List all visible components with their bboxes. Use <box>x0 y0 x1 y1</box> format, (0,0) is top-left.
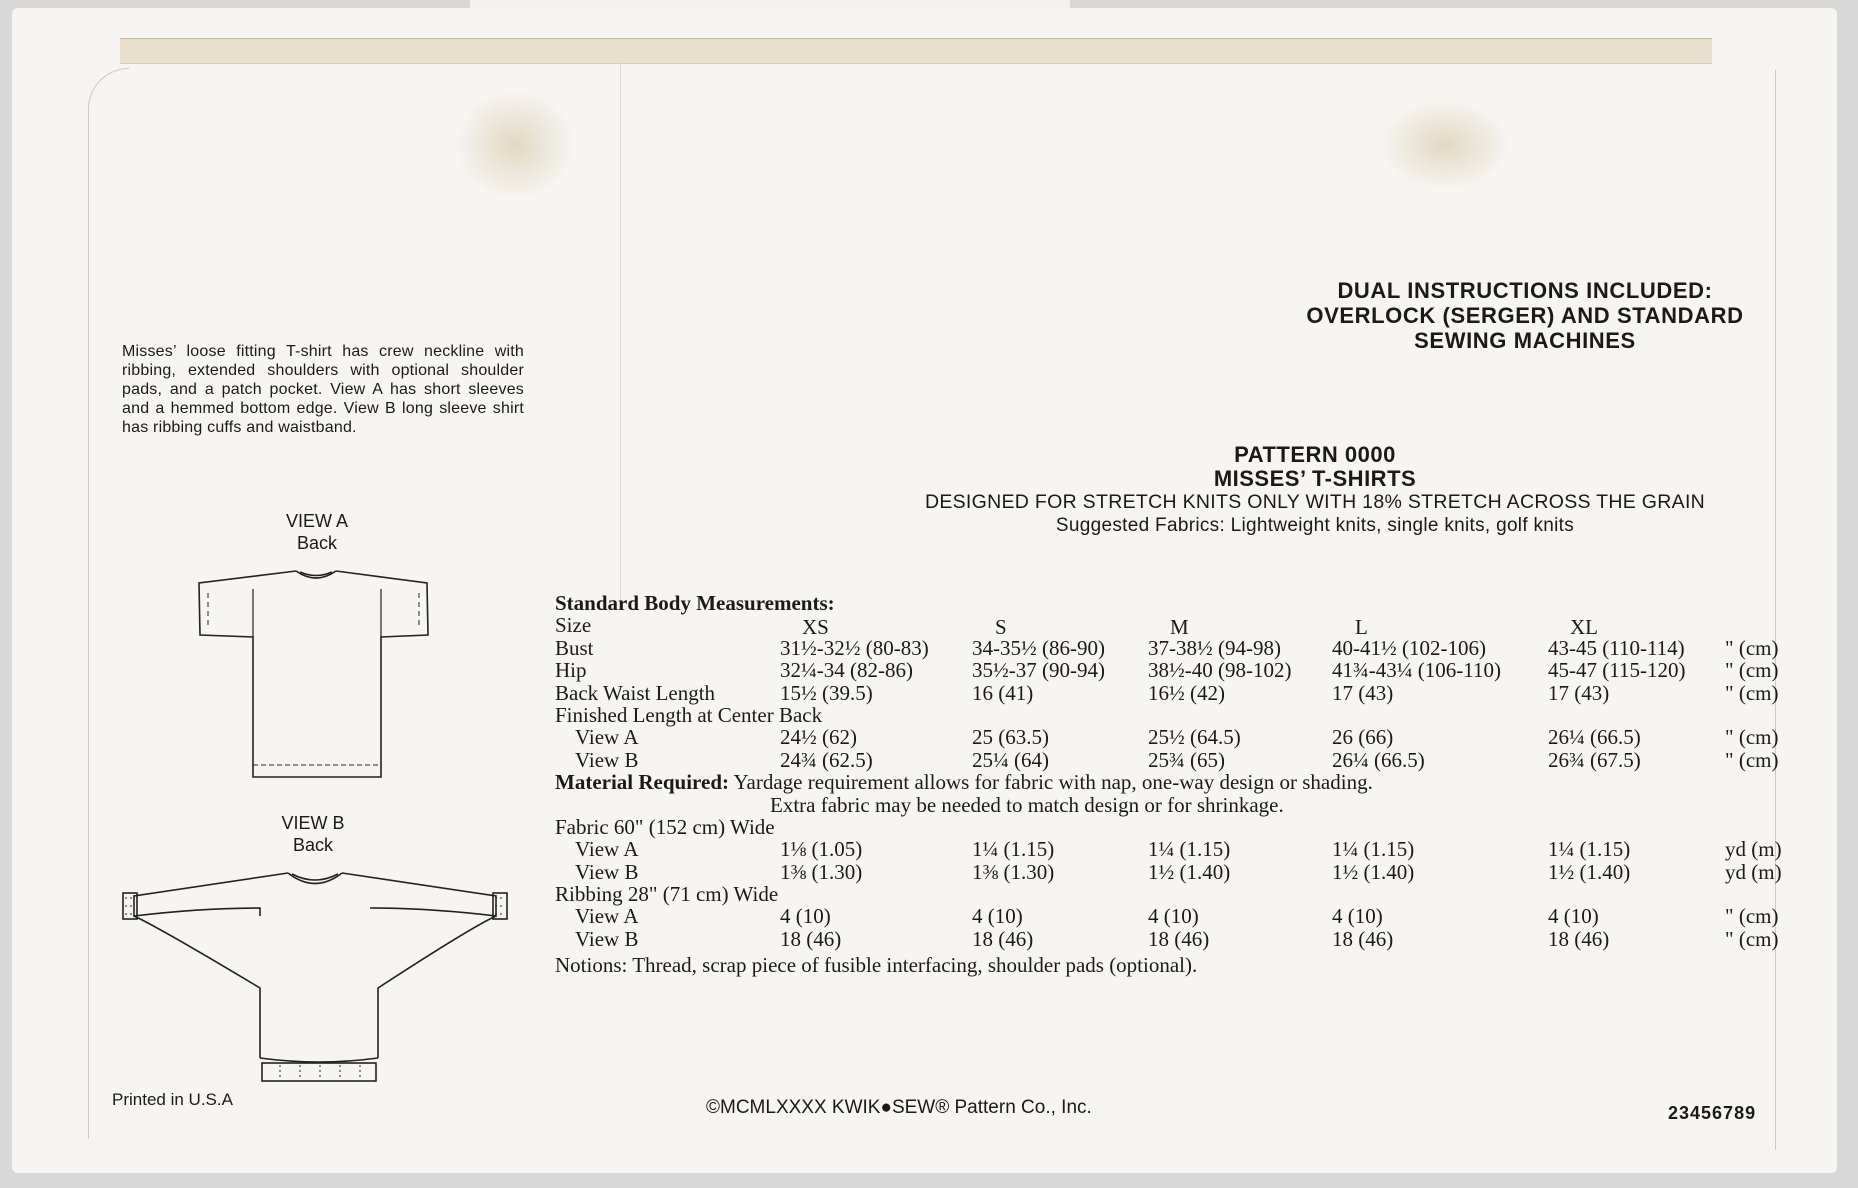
unit-label: " (cm) <box>1725 747 1779 772</box>
cell-value: 34-35½ (86-90) <box>972 635 1105 660</box>
material-label: Material Required: <box>555 770 729 795</box>
view-a-shirt-drawing <box>196 565 432 781</box>
view-b-title: VIEW B <box>281 813 345 833</box>
fabric-view-a-row <box>555 838 1815 860</box>
fabric-view-b-row <box>555 861 1815 883</box>
cell-value: 4 (10) <box>1332 904 1383 929</box>
cell-value: 1¼ (1.15) <box>1148 837 1231 862</box>
row-label: View B <box>575 747 639 772</box>
cell-value: 15½ (39.5) <box>780 680 873 705</box>
cell-value: 17 (43) <box>1548 680 1610 705</box>
unit-label: " (cm) <box>1725 725 1779 750</box>
cell-value: 43-45 (110-114) <box>1548 635 1685 660</box>
unit-label: yd (m) <box>1725 837 1782 862</box>
cell-value: 18 (46) <box>1148 926 1210 951</box>
size-header: M <box>1170 615 1189 640</box>
row-label: View B <box>575 926 639 951</box>
pattern-number: PATTERN 0000 <box>1234 442 1396 467</box>
section-label: Ribbing 28" (71 cm) Wide <box>555 882 779 907</box>
stain-mark <box>455 90 575 200</box>
cell-value: 1¼ (1.15) <box>1332 837 1415 862</box>
cell-value: 1½ (1.40) <box>1332 859 1415 884</box>
row-label: View A <box>575 725 639 750</box>
dual-line-3: SEWING MACHINES <box>1414 328 1636 353</box>
measurement-chart <box>555 592 1815 977</box>
cell-value: 1⅜ (1.30) <box>972 859 1055 884</box>
dual-instructions-notice <box>1250 278 1800 353</box>
material-note-1: Yardage requirement allows for fabric with nap, one-way design or shading. <box>733 770 1373 795</box>
garment-description: Misses’ loose fitting T-shirt has crew neckline with ribbing, extended shoulders with optional shoulder pads, and a patch pocket. View A has short sleeves and a hemmed bottom edge. View B long sleeve shirt has ribbing cuffs and waistband. <box>122 343 524 436</box>
cell-value: 17 (43) <box>1332 680 1394 705</box>
finished-view-a-row <box>555 726 1815 748</box>
envelope-edge-strip <box>120 38 1712 64</box>
cell-value: 1½ (1.40) <box>1148 859 1231 884</box>
row-label: Hip <box>555 658 587 683</box>
notions-text: Notions: Thread, scrap piece of fusible interfacing, shoulder pads (optional). <box>555 953 1198 978</box>
suggested-fabrics: Suggested Fabrics: Lightweight knits, single knits, golf knits <box>1055 515 1575 536</box>
cell-value: 18 (46) <box>972 926 1034 951</box>
fold-line-middle <box>620 60 621 610</box>
size-header: L <box>1355 615 1368 640</box>
cell-value: 4 (10) <box>972 904 1023 929</box>
view-b-shirt-drawing <box>120 868 510 1088</box>
unit-label: yd (m) <box>1725 859 1782 884</box>
material-note-2: Extra fabric may be needed to match design or for shrinkage. <box>770 792 1284 817</box>
dual-line-1: DUAL INSTRUCTIONS INCLUDED: <box>1337 278 1713 303</box>
cell-value: 25½ (64.5) <box>1148 725 1241 750</box>
view-a-label <box>217 510 417 554</box>
pattern-titles <box>730 443 1858 537</box>
ribbing-view-a-row <box>555 905 1815 927</box>
cell-value: 18 (46) <box>1548 926 1610 951</box>
cell-value: 25 (63.5) <box>972 725 1049 750</box>
finished-view-b-row <box>555 749 1815 771</box>
cell-value: 18 (46) <box>1332 926 1394 951</box>
cell-value: 26¼ (66.5) <box>1332 747 1425 772</box>
back-waist-row <box>555 682 1815 704</box>
row-label: View A <box>575 904 639 929</box>
cell-value: 24½ (62) <box>780 725 857 750</box>
view-a-title: VIEW A <box>285 511 348 531</box>
designed-for-note: DESIGNED FOR STRETCH KNITS ONLY WITH 18% STRETCH ACROSS THE GRAIN <box>924 491 1706 513</box>
ribbing-row <box>555 883 1815 905</box>
fabric-row <box>555 816 1815 838</box>
view-b-subtitle: Back <box>292 835 334 855</box>
cell-value: 26 (66) <box>1332 725 1394 750</box>
cell-value: 1⅛ (1.05) <box>780 837 863 862</box>
material-line <box>555 771 1373 793</box>
pattern-name: MISSES’ T-SHIRTS <box>1213 466 1417 491</box>
cell-value: 16½ (42) <box>1148 680 1225 705</box>
chart-heading-row <box>555 592 1815 614</box>
section-label: Finished Length at Center Back <box>555 702 823 727</box>
cell-value: 37-38½ (94-98) <box>1148 635 1281 660</box>
cell-value: 1¼ (1.15) <box>972 837 1055 862</box>
row-label: Bust <box>555 635 594 660</box>
size-row <box>555 613 1815 640</box>
size-header: S <box>995 615 1007 640</box>
unit-label: " (cm) <box>1725 680 1779 705</box>
hip-row <box>555 659 1815 681</box>
cell-value: 1½ (1.40) <box>1548 859 1631 884</box>
view-a-subtitle: Back <box>296 533 338 553</box>
cell-value: 25¼ (64) <box>972 747 1049 772</box>
cell-value: 38½-40 (98-102) <box>1148 658 1292 683</box>
unit-label: " (cm) <box>1725 926 1779 951</box>
notions-row <box>555 954 1815 976</box>
copyright-line: ©MCMLXXXX KWIK●SEW® Pattern Co., Inc. <box>706 1097 1092 1118</box>
stain-mark <box>1380 100 1510 190</box>
finished-length-row <box>555 704 1815 726</box>
cell-value: 26¾ (67.5) <box>1548 747 1641 772</box>
cell-value: 16 (41) <box>972 680 1034 705</box>
cell-value: 40-41½ (102-106) <box>1332 635 1486 660</box>
cell-value: 4 (10) <box>780 904 831 929</box>
bust-row <box>555 637 1815 659</box>
cell-value: 1⅜ (1.30) <box>780 859 863 884</box>
size-header: XL <box>1570 615 1598 640</box>
cell-value: 1¼ (1.15) <box>1548 837 1631 862</box>
product-code: 23456789 <box>1668 1103 1757 1123</box>
dual-line-2: OVERLOCK (SERGER) AND STANDARD <box>1306 303 1744 328</box>
material-required-row <box>555 771 1815 793</box>
cell-value: 25¾ (65) <box>1148 747 1225 772</box>
cell-value: 4 (10) <box>1148 904 1199 929</box>
cell-value: 45-47 (115-120) <box>1548 658 1686 683</box>
ribbing-view-b-row <box>555 928 1815 950</box>
size-header: XS <box>802 615 829 640</box>
cell-value: 4 (10) <box>1548 904 1599 929</box>
view-b-label <box>213 812 413 856</box>
cell-value: 18 (46) <box>780 926 842 951</box>
cell-value: 32¼-34 (82-86) <box>780 658 913 683</box>
row-label: Back Waist Length <box>555 680 716 705</box>
unit-label: " (cm) <box>1725 635 1779 660</box>
cell-value: 35½-37 (90-94) <box>972 658 1105 683</box>
cell-value: 26¼ (66.5) <box>1548 725 1641 750</box>
printed-in-usa: Printed in U.S.A <box>112 1090 233 1109</box>
unit-label: " (cm) <box>1725 658 1779 683</box>
material-note-row <box>555 794 1815 816</box>
unit-label: " (cm) <box>1725 904 1779 929</box>
row-label: View A <box>575 837 639 862</box>
size-label: Size <box>555 613 592 638</box>
section-label: Fabric 60" (152 cm) Wide <box>555 814 775 839</box>
cell-value: 24¾ (62.5) <box>780 747 873 772</box>
measurements-heading: Standard Body Measurements: <box>555 591 835 615</box>
cell-value: 31½-32½ (80-83) <box>780 635 929 660</box>
cell-value: 41¾-43¼ (106-110) <box>1332 658 1501 683</box>
row-label: View B <box>575 859 639 884</box>
